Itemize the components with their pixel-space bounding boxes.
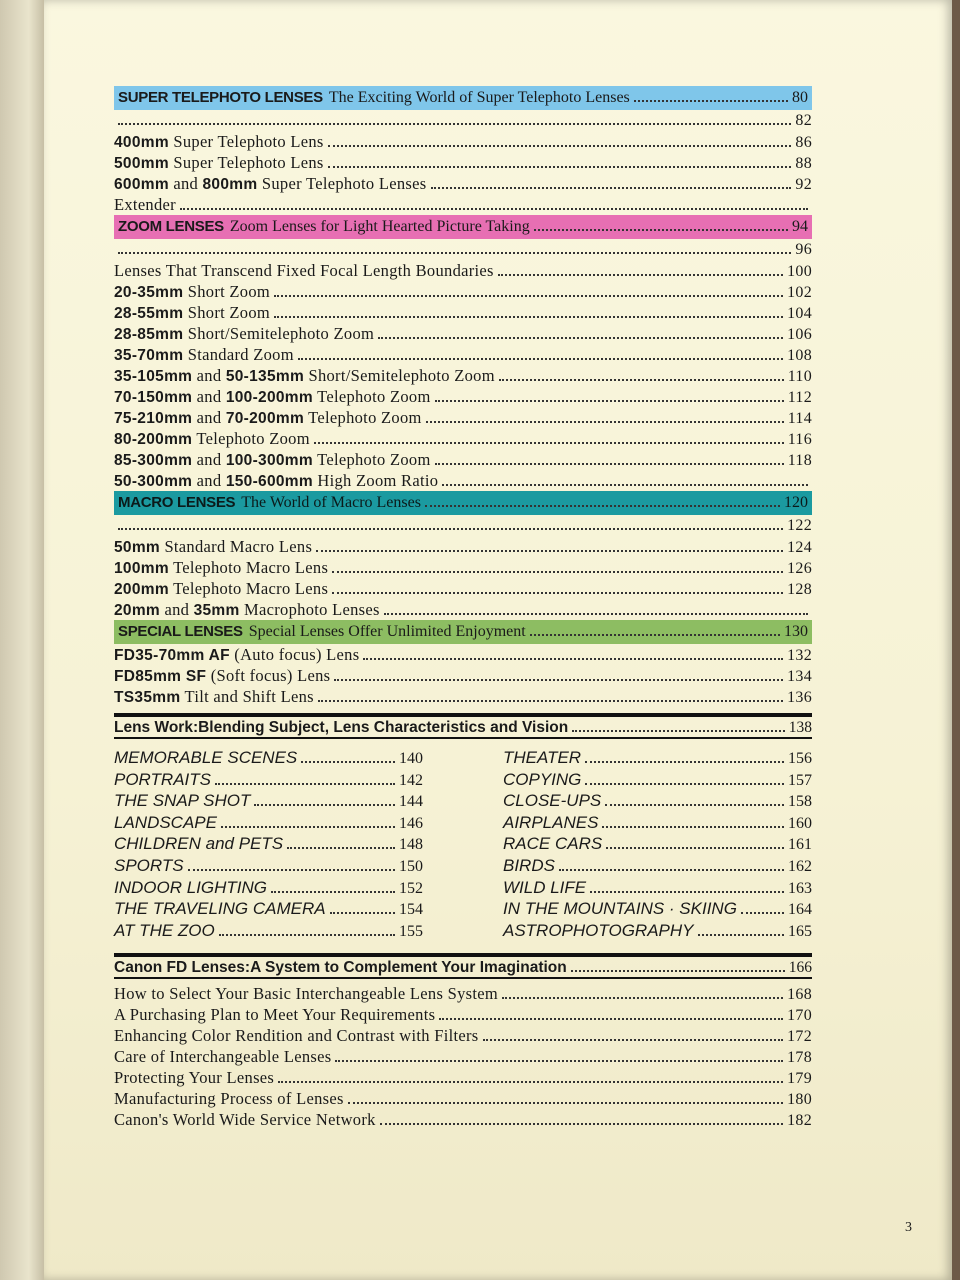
lens-work-entry[interactable] <box>503 877 812 899</box>
entry-title <box>114 536 312 558</box>
dot-leader <box>318 700 783 702</box>
entry-text: and <box>192 471 226 490</box>
page-ref: 88 <box>795 155 812 172</box>
page-ref: 179 <box>787 1070 812 1088</box>
dot-leader <box>274 295 783 297</box>
toc-entry[interactable] <box>114 281 812 302</box>
lens-spec: 28-85mm <box>114 326 184 343</box>
toc-entry[interactable] <box>114 302 812 323</box>
toc-entry[interactable] <box>114 578 812 599</box>
dot-leader <box>431 187 792 189</box>
entry-text: Super Telephoto Lenses <box>257 174 427 193</box>
page-ref: 180 <box>787 1091 812 1109</box>
entry-title: A Purchasing Plan to Meet Your Requirements <box>114 1005 436 1025</box>
toc-entry[interactable] <box>114 239 812 260</box>
dot-leader <box>498 274 783 276</box>
section-band-macro[interactable] <box>114 491 812 515</box>
dot-leader <box>330 912 395 914</box>
dot-leader <box>328 166 792 168</box>
lens-work-heading[interactable] <box>114 713 812 737</box>
entry-title: RACE CARS <box>503 834 603 854</box>
dot-leader <box>316 550 783 552</box>
entry-text: and <box>160 600 194 619</box>
page-ref: 108 <box>787 347 812 364</box>
dot-leader <box>314 442 784 444</box>
entry-title <box>114 386 431 408</box>
entry-text: Short/Semitelephoto Zoom <box>304 366 495 385</box>
page-ref: 166 <box>788 959 812 977</box>
page-ref: 165 <box>788 922 812 940</box>
section-subtitle: The World of Macro Lenses <box>241 494 421 511</box>
page-ref: 94 <box>792 218 808 235</box>
lens-spec: 150-600mm <box>225 473 313 490</box>
lens-spec: 600mm <box>114 176 169 193</box>
dot-leader <box>384 613 808 615</box>
toc-entry[interactable] <box>114 557 812 578</box>
dot-leader <box>254 804 395 806</box>
toc-entry[interactable] <box>114 110 812 131</box>
entry-title: CLOSE-UPS <box>503 791 602 811</box>
section-canon-fd <box>114 953 812 1130</box>
page-ref: 157 <box>788 771 812 789</box>
page-ref: 168 <box>787 986 812 1004</box>
dot-leader <box>219 934 395 936</box>
toc-entry[interactable] <box>114 428 812 449</box>
entry-title: THEATER <box>503 748 582 767</box>
entry-title <box>114 599 380 621</box>
lens-spec: 85-300mm <box>114 452 193 469</box>
entry-title: BIRDS <box>503 855 555 875</box>
lens-spec: 50mm <box>114 539 161 556</box>
dot-leader <box>571 970 785 972</box>
section-subtitle: Special Lenses Offer Unlimited Enjoyment <box>248 623 526 640</box>
lens-spec: 100mm <box>114 560 169 577</box>
entry-title <box>114 665 330 687</box>
entry-title <box>114 686 314 708</box>
section-subtitle: Zoom Lenses for Light Hearted Picture Taking <box>229 218 530 235</box>
dot-leader <box>530 634 780 636</box>
page-ref: 150 <box>399 857 423 875</box>
entry-title: CHILDREN and PETS <box>114 834 284 854</box>
lens-spec: 70-150mm <box>114 389 193 406</box>
lens-spec: 200mm <box>114 581 169 598</box>
book-page <box>44 0 952 1280</box>
entry-title: COPYING <box>503 769 582 789</box>
entry-text: (Soft focus) Lens <box>206 666 331 685</box>
dot-leader <box>559 869 784 871</box>
lens-spec: 50-300mm <box>114 473 193 490</box>
lens-spec: 28-55mm <box>114 305 184 322</box>
lens-spec: 500mm <box>114 155 169 172</box>
page-ref: 118 <box>787 452 812 469</box>
canon-fd-heading[interactable] <box>114 953 812 977</box>
page-ref: 182 <box>787 1112 812 1130</box>
dot-leader <box>585 783 784 785</box>
toc-entry[interactable] <box>114 686 812 707</box>
dot-leader <box>335 1060 783 1062</box>
dot-leader <box>301 761 395 763</box>
entry-text: Macrophoto Lenses <box>239 600 380 619</box>
dot-leader <box>585 761 784 763</box>
section-band-super[interactable] <box>114 86 812 110</box>
page-ref: 140 <box>399 750 423 767</box>
dot-leader <box>378 337 783 339</box>
dot-leader <box>380 1123 783 1125</box>
lens-work-entry[interactable] <box>503 833 812 855</box>
lens-spec: 800mm <box>202 176 258 193</box>
page-ref: 138 <box>788 719 812 736</box>
lens-work-entry[interactable] <box>114 877 423 899</box>
dot-leader <box>271 891 395 893</box>
entry-title <box>114 470 438 492</box>
entry-title: How to Select Your Basic Interchangeable Lens System <box>114 984 499 1004</box>
entry-title <box>114 644 359 666</box>
entry-title <box>114 260 494 281</box>
entry-title: LANDSCAPE <box>114 812 217 832</box>
page-ref: 126 <box>787 560 812 577</box>
page-ref: 178 <box>787 1049 812 1067</box>
lens-spec: 20-35mm <box>114 284 184 301</box>
entry-title <box>114 557 328 579</box>
entry-text: Lenses That Transcend Fixed Focal Length Boundaries <box>114 261 494 280</box>
toc-entry[interactable] <box>114 344 812 365</box>
dot-leader <box>442 484 808 486</box>
dot-leader <box>118 528 783 530</box>
lens-spec: 75-210mm <box>114 410 193 427</box>
entry-title <box>114 323 374 345</box>
entry-text: Short/Semitelephoto Zoom <box>183 324 375 343</box>
page-ref: 122 <box>787 517 812 534</box>
page-ref: 132 <box>787 647 812 664</box>
toc-entry[interactable] <box>114 323 812 344</box>
page-ref: 112 <box>787 389 812 406</box>
dot-leader <box>572 730 785 732</box>
toc-entry[interactable] <box>114 1067 812 1088</box>
lens-work-entry[interactable] <box>114 812 423 834</box>
entry-title: SPORTS <box>114 855 184 875</box>
toc-entry[interactable] <box>114 365 812 386</box>
lens-work-entry[interactable] <box>503 855 812 877</box>
entry-title: Manufacturing Process of Lenses <box>114 1089 344 1109</box>
dot-leader <box>435 463 784 465</box>
page-ref: 170 <box>787 1007 812 1025</box>
entry-title: PORTRAITS <box>114 769 211 789</box>
entry-title: MEMORABLE SCENES <box>114 748 298 767</box>
section-label: MACRO LENSES <box>118 494 236 511</box>
toc-entry[interactable] <box>114 449 812 470</box>
dot-leader <box>499 379 784 381</box>
section-label: SPECIAL LENSES <box>118 623 243 640</box>
entry-title <box>114 173 427 195</box>
page-ref: 134 <box>787 668 812 685</box>
entry-text: Super Telephoto Lens <box>168 153 324 172</box>
dot-leader <box>118 252 791 254</box>
left-page-edge <box>0 0 48 1280</box>
entry-text: Extender <box>114 195 176 214</box>
entry-title <box>114 152 324 174</box>
lens-spec: FD35-70mm AF <box>114 647 230 664</box>
entry-text: and <box>168 174 203 193</box>
entry-title: WILD LIFE <box>503 877 587 897</box>
entry-text: Short Zoom <box>183 303 271 322</box>
toc-entry[interactable] <box>114 194 812 215</box>
toc-entry[interactable] <box>114 665 812 686</box>
entry-text: Standard Zoom <box>183 345 294 364</box>
toc-entry[interactable] <box>114 386 812 407</box>
page-ref: 152 <box>399 879 423 897</box>
lens-spec: 20mm <box>114 602 161 619</box>
toc-entry[interactable] <box>114 470 812 491</box>
lens-work-title: Lens Work:Blending Subject, Lens Characteristics and Vision <box>114 719 569 736</box>
toc-entry[interactable] <box>114 173 812 194</box>
dot-leader <box>363 658 783 660</box>
lens-spec: 35-105mm <box>114 368 193 385</box>
dot-leader <box>287 847 395 849</box>
section-special <box>114 620 812 707</box>
table-of-contents <box>114 86 812 1130</box>
page-number: 3 <box>905 1220 912 1235</box>
entry-title <box>114 428 310 450</box>
lens-spec: FD85mm SF <box>114 668 207 685</box>
toc-entry[interactable] <box>114 983 812 1004</box>
page-ref: 110 <box>787 368 812 385</box>
entry-title <box>114 131 324 153</box>
lens-spec: 35-70mm <box>114 347 184 364</box>
page-ref: 104 <box>787 305 812 322</box>
entry-text: Telephoto Zoom <box>312 387 431 406</box>
dot-leader <box>502 997 783 999</box>
entry-title <box>114 281 270 303</box>
entry-title <box>114 344 294 366</box>
entry-title: AIRPLANES <box>503 812 599 832</box>
entry-text: High Zoom Ratio <box>312 471 439 490</box>
entry-title: THE TRAVELING CAMERA <box>114 899 326 919</box>
entry-text: and <box>192 408 226 427</box>
page-ref: 164 <box>788 901 812 919</box>
dot-leader <box>332 571 783 573</box>
page-ref: 92 <box>795 176 812 193</box>
entry-title <box>114 449 431 471</box>
lens-spec: TS35mm <box>114 689 181 706</box>
lens-spec: 50-135mm <box>225 368 305 385</box>
page-ref: 154 <box>399 901 423 919</box>
entry-title <box>114 194 176 215</box>
lens-spec: 400mm <box>114 134 169 151</box>
toc-entry[interactable] <box>114 407 812 428</box>
entry-title <box>114 302 270 324</box>
entry-title <box>114 407 422 429</box>
entry-title <box>114 578 328 600</box>
dot-leader <box>435 400 784 402</box>
dot-leader <box>332 592 783 594</box>
entry-text: Standard Macro Lens <box>160 537 313 556</box>
dot-leader <box>602 826 784 828</box>
page-ref: 156 <box>788 750 812 767</box>
dot-leader <box>483 1039 784 1041</box>
entry-text: (Auto focus) Lens <box>229 645 360 664</box>
section-label: ZOOM LENSES <box>118 218 224 235</box>
dot-leader <box>215 783 395 785</box>
entry-title: Care of Interchangeable Lenses <box>114 1047 332 1067</box>
lens-work-entry[interactable] <box>114 898 423 920</box>
lens-work-entry[interactable] <box>503 898 812 920</box>
page-ref: 142 <box>399 771 423 789</box>
toc-entry[interactable] <box>114 644 812 665</box>
dot-leader <box>274 316 783 318</box>
toc-entry[interactable] <box>114 1109 812 1130</box>
dot-leader <box>348 1102 783 1104</box>
entry-text: and <box>192 366 226 385</box>
dot-leader <box>118 123 791 125</box>
page-ref: 158 <box>788 793 812 811</box>
entry-text: Short Zoom <box>183 282 271 301</box>
page-ref: 96 <box>795 241 812 258</box>
page-ref: 80 <box>792 89 808 106</box>
entry-title: ASTROPHOTOGRAPHY <box>503 920 694 940</box>
section-subtitle: The Exciting World of Super Telephoto Lenses <box>328 89 630 106</box>
lens-spec: 100-300mm <box>225 452 313 469</box>
lens-work-entry[interactable] <box>114 769 423 791</box>
page-ref: 161 <box>788 836 812 854</box>
section-super <box>114 86 812 215</box>
entry-text: Telephoto Macro Lens <box>168 558 329 577</box>
entry-text: Tilt and Shift Lens <box>180 687 314 706</box>
toc-entry[interactable] <box>114 1025 812 1046</box>
entry-title: AT THE ZOO <box>114 920 215 940</box>
toc-entry[interactable] <box>114 131 812 152</box>
toc-entry[interactable] <box>114 515 812 536</box>
page-ref: 128 <box>787 581 812 598</box>
toc-entry[interactable] <box>114 152 812 173</box>
dot-leader <box>439 1018 783 1020</box>
dot-leader <box>634 100 788 102</box>
page-ref: 160 <box>788 814 812 832</box>
entry-text: Telephoto Zoom <box>304 408 422 427</box>
entry-title: INDOOR LIGHTING <box>114 877 268 897</box>
section-zoom <box>114 215 812 491</box>
lens-spec: 100-200mm <box>225 389 313 406</box>
dot-leader <box>180 208 808 210</box>
dot-leader <box>425 505 780 507</box>
lens-spec: 80-200mm <box>114 431 193 448</box>
lens-work-entry[interactable] <box>503 920 812 942</box>
toc-entry[interactable] <box>114 260 812 281</box>
dot-leader <box>605 804 784 806</box>
lens-work-column-right <box>503 747 812 941</box>
lens-spec: 70-200mm <box>225 410 305 427</box>
toc-entry[interactable] <box>114 1046 812 1067</box>
page-ref: 155 <box>399 922 423 940</box>
page-ref: 106 <box>787 326 812 343</box>
toc-entry[interactable] <box>114 1088 812 1109</box>
page-ref: 130 <box>784 623 808 640</box>
entry-title: IN THE MOUNTAINS · SKIING <box>503 899 737 919</box>
page-ref: 124 <box>787 539 812 556</box>
lens-spec: 35mm <box>193 602 240 619</box>
dot-leader <box>606 847 784 849</box>
lens-work-entry[interactable] <box>114 855 423 877</box>
dot-leader <box>334 679 783 681</box>
dot-leader <box>590 891 784 893</box>
lens-work-column-left <box>114 747 423 941</box>
dot-leader <box>328 145 792 147</box>
dot-leader <box>741 912 784 914</box>
lens-work-entry[interactable] <box>503 747 812 769</box>
page-ref: 102 <box>787 284 812 301</box>
entry-title <box>114 365 495 387</box>
entry-text: Super Telephoto Lens <box>168 132 324 151</box>
page-ref: 172 <box>787 1028 812 1046</box>
page-ref: 148 <box>399 836 423 854</box>
lens-work-entry[interactable] <box>503 769 812 791</box>
page-ref: 100 <box>787 263 812 280</box>
toc-entry[interactable] <box>114 599 812 620</box>
lens-work-entry[interactable] <box>114 747 423 769</box>
page-ref: 144 <box>399 793 423 811</box>
toc-entry[interactable] <box>114 536 812 557</box>
section-band-zoom[interactable] <box>114 215 812 239</box>
dot-leader <box>426 421 784 423</box>
dot-leader <box>698 934 785 936</box>
section-label: SUPER TELEPHOTO LENSES <box>118 89 323 106</box>
canon-fd-title: Canon FD Lenses:A System to Complement Your Imagination <box>114 959 567 977</box>
page-ref: 82 <box>795 112 812 129</box>
lens-work-entry[interactable] <box>114 833 423 855</box>
entry-title: Enhancing Color Rendition and Contrast with Filters <box>114 1026 479 1046</box>
section-band-special[interactable] <box>114 620 812 644</box>
entry-title: Canon's World Wide Service Network <box>114 1110 376 1130</box>
page-ref: 162 <box>788 857 812 875</box>
dot-leader <box>278 1081 783 1083</box>
lens-work-columns <box>114 743 812 947</box>
page-ref: 86 <box>795 134 812 151</box>
page-ref: 114 <box>787 410 812 427</box>
page-ref: 146 <box>399 814 423 832</box>
entry-text: and <box>192 450 226 469</box>
dot-leader <box>298 358 783 360</box>
section-lens-work <box>114 713 812 947</box>
dot-leader <box>534 229 788 231</box>
toc-entry[interactable] <box>114 1004 812 1025</box>
lens-work-entry[interactable] <box>114 790 423 812</box>
page-ref: 120 <box>784 494 808 511</box>
page-ref: 136 <box>787 689 812 706</box>
dot-leader <box>221 826 395 828</box>
lens-work-entry[interactable] <box>503 790 812 812</box>
entry-text: Telephoto Macro Lens <box>168 579 329 598</box>
entry-text: Telephoto Zoom <box>312 450 431 469</box>
page-ref: 163 <box>788 879 812 897</box>
entry-title: Protecting Your Lenses <box>114 1068 275 1088</box>
lens-work-entry[interactable] <box>114 920 423 942</box>
lens-work-entry[interactable] <box>503 812 812 834</box>
page-ref: 116 <box>787 431 812 448</box>
entry-title: THE SNAP SHOT <box>114 791 251 811</box>
entry-text: and <box>192 387 226 406</box>
dot-leader <box>188 869 395 871</box>
section-macro <box>114 491 812 620</box>
entry-text: Telephoto Zoom <box>192 429 310 448</box>
